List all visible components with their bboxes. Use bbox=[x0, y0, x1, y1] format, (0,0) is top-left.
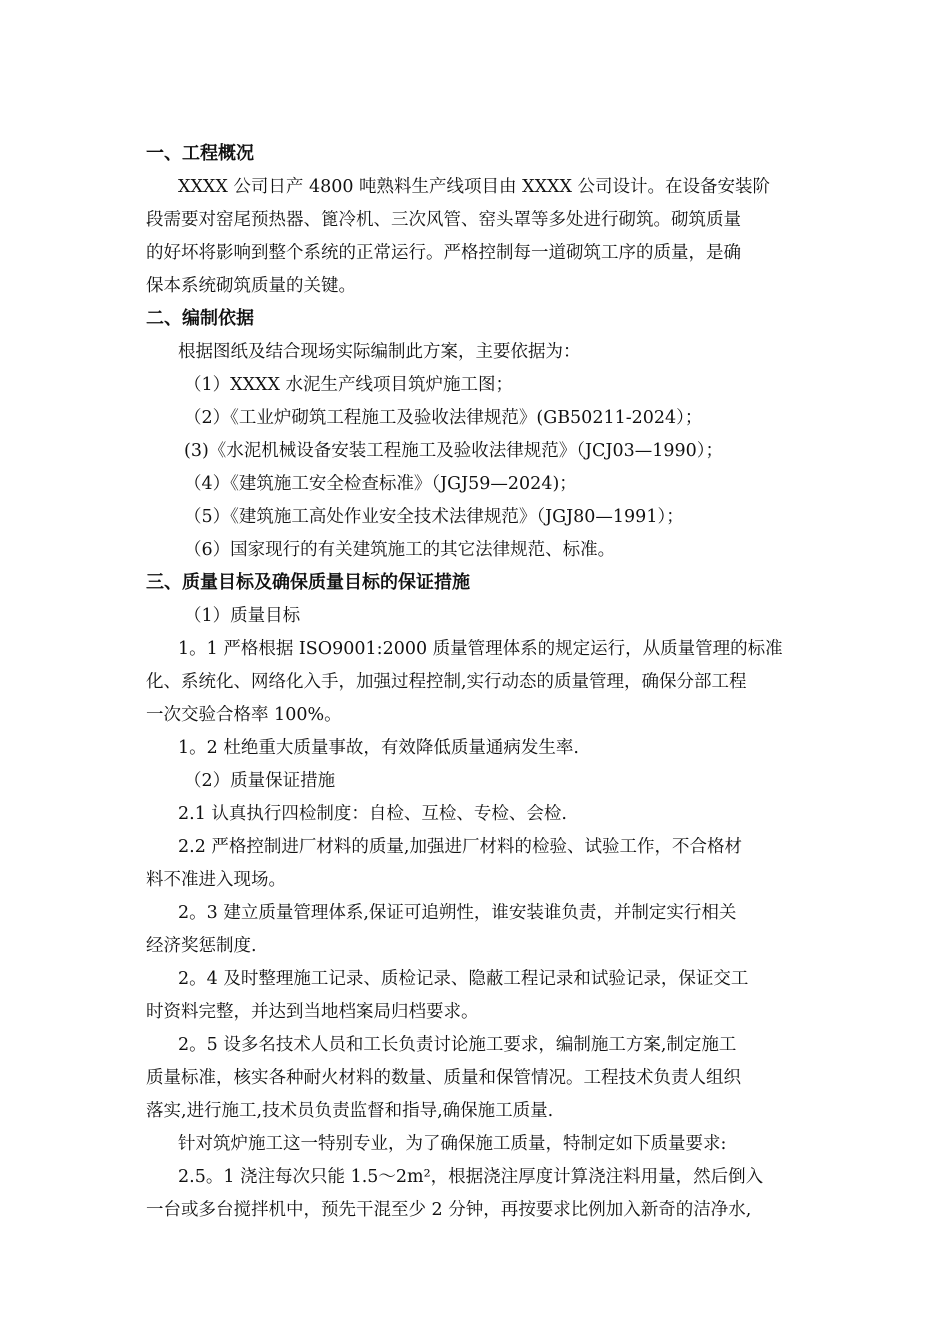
list-item: （5）《建筑施工高处作业安全技术法律规范》（JGJ80—1991）； bbox=[184, 507, 684, 527]
paragraph-line: 料不准进入现场。 bbox=[146, 870, 286, 890]
paragraph-line: 经济奖惩制度. bbox=[146, 936, 257, 956]
paragraph-line: 落实,进行施工,技术员负责监督和指导,确保施工质量. bbox=[146, 1101, 554, 1121]
paragraph-line: XXXX 公司日产 4800 吨熟料生产线项目由 XXXX 公司设计。在设备安装阶 bbox=[178, 177, 771, 197]
paragraph-line: 的好坏将影响到整个系统的正常运行。严格控制每一道砌筑工序的质量，是确 bbox=[146, 243, 741, 263]
paragraph-line: 化、系统化、网络化入手，加强过程控制,实行动态的质量管理，确保分部工程 bbox=[146, 672, 747, 692]
list-item: （4）《建筑施工安全检查标准》（JGJ59—2024)； bbox=[184, 474, 577, 494]
subheading-quality-measures: （2）质量保证措施 bbox=[184, 771, 336, 791]
paragraph-line: 1。2 杜绝重大质量事故，有效降低质量通病发生率. bbox=[178, 738, 579, 758]
list-item: （6）国家现行的有关建筑施工的其它法律规范、标准。 bbox=[184, 540, 616, 560]
paragraph-line: 2.5。1 浇注每次只能 1.5～2m²，根据浇注厚度计算浇注料用量，然后倒入 bbox=[178, 1167, 764, 1187]
list-item: (3)《水泥机械设备安装工程施工及验收法律规范》（JCJ03—1990）； bbox=[184, 441, 724, 461]
paragraph-line: 2.2 严格控制进厂材料的质量,加强进厂材料的检验、试验工作，不合格材 bbox=[178, 837, 742, 857]
paragraph-line: 1。1 严格根据 ISO9001:2000 质量管理体系的规定运行，从质量管理的标准 bbox=[178, 639, 783, 659]
paragraph-line: 2.1 认真执行四检制度：自检、互检、专检、会检. bbox=[178, 804, 567, 824]
paragraph-line: 根据图纸及结合现场实际编制此方案，主要依据为： bbox=[178, 342, 581, 362]
paragraph-line: 段需要对窑尾预热器、篦冷机、三次风管、窑头罩等多处进行砌筑。砌筑质量 bbox=[146, 210, 741, 230]
section-heading-basis: 二、编制依据 bbox=[146, 308, 254, 329]
paragraph-line: 质量标准，核实各种耐火材料的数量、质量和保管情况。工程技术负责人组织 bbox=[146, 1068, 741, 1088]
paragraph-line: 一台或多台搅拌机中，预先干混至少 2 分钟，再按要求比例加入新奇的洁净水, bbox=[146, 1200, 752, 1220]
paragraph-line: 2。4 及时整理施工记录、质检记录、隐蔽工程记录和试验记录，保证交工 bbox=[178, 969, 749, 989]
section-heading-quality: 三、质量目标及确保质量目标的保证措施 bbox=[146, 572, 470, 593]
paragraph-line: 时资料完整，并达到当地档案局归档要求。 bbox=[146, 1002, 479, 1022]
list-item: （2）《工业炉砌筑工程施工及验收法律规范》(GB50211-2024）； bbox=[184, 408, 703, 428]
subheading-quality-target: （1）质量目标 bbox=[184, 606, 301, 626]
paragraph-line: 保本系统砌筑质量的关键。 bbox=[146, 276, 356, 296]
paragraph-line: 针对筑炉施工这一特别专业，为了确保施工质量，特制定如下质量要求: bbox=[178, 1134, 727, 1154]
section-heading-overview: 一、工程概况 bbox=[146, 143, 254, 164]
paragraph-line: 2。3 建立质量管理体系,保证可追朔性，谁安装谁负责，并制定实行相关 bbox=[178, 903, 737, 923]
list-item: （1）XXXX 水泥生产线项目筑炉施工图； bbox=[184, 375, 514, 395]
paragraph-line: 一次交验合格率 100%。 bbox=[146, 705, 342, 725]
paragraph-line: 2。5 设多名技术人员和工长负责讨论施工要求，编制施工方案,制定施工 bbox=[178, 1035, 737, 1055]
